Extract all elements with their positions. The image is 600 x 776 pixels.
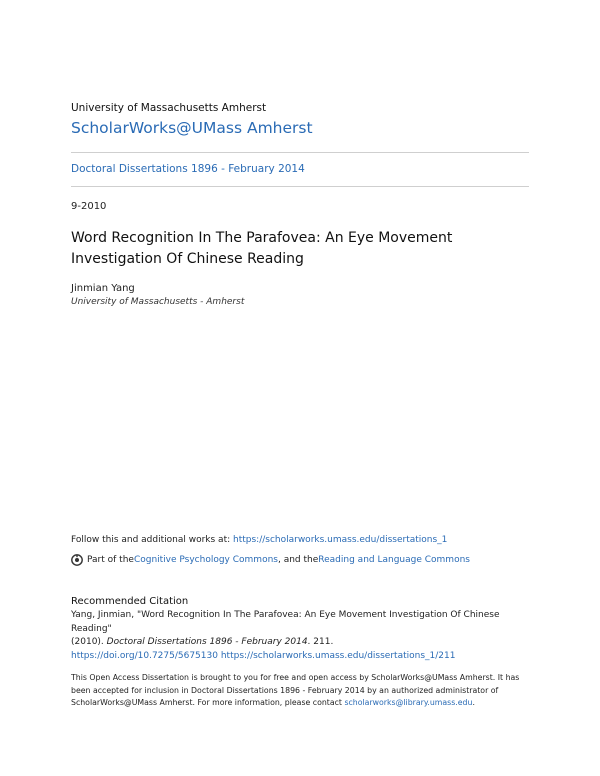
author-affiliation: University of Massachusetts - Amherst bbox=[71, 297, 245, 307]
citation-year: (2010). bbox=[71, 637, 107, 647]
citation-url-link[interactable]: https://scholarworks.umass.edu/dissertations_1/211 bbox=[220, 650, 456, 661]
citation-journal: Doctoral Dissertations 1896 - February 2014 bbox=[106, 637, 308, 647]
repository-link[interactable]: ScholarWorks@UMass Amherst bbox=[71, 119, 313, 137]
citation-text bbox=[71, 609, 531, 663]
citation-number: . 211. bbox=[307, 637, 334, 647]
document-title: Word Recognition In The Parafovea: An Eye Movement Investigation Of Chinese Reading bbox=[71, 230, 453, 267]
doi-link[interactable]: https://doi.org/10.7275/5675130 bbox=[71, 650, 218, 661]
divider bbox=[71, 186, 529, 187]
part-of-prefix: Part of the bbox=[87, 555, 134, 565]
follow-url-link[interactable]: https://scholarworks.umass.edu/dissertations_1 bbox=[233, 535, 448, 545]
part-of-middle: , and the bbox=[277, 555, 319, 565]
institution-name: University of Massachusetts Amherst bbox=[71, 102, 267, 114]
access-notice-end: . bbox=[472, 698, 475, 707]
publication-date: 9-2010 bbox=[71, 201, 107, 212]
cognitive-psychology-commons-link[interactable]: Cognitive Psychology Commons bbox=[133, 555, 278, 565]
part-of-line bbox=[71, 554, 470, 566]
citation-line1: Yang, Jinmian, "Word Recognition In The Parafovea: An Eye Movement Investigation Of Chinese Reading" bbox=[71, 610, 500, 634]
open-access-icon bbox=[71, 554, 83, 566]
access-notice bbox=[71, 672, 531, 710]
author-name: Jinmian Yang bbox=[71, 283, 135, 294]
recommended-citation-heading: Recommended Citation bbox=[71, 596, 189, 607]
series-link[interactable]: Doctoral Dissertations 1896 - February 2014 bbox=[71, 163, 305, 175]
follow-line bbox=[71, 535, 447, 545]
follow-prefix: Follow this and additional works at: bbox=[71, 535, 233, 545]
divider bbox=[71, 152, 529, 153]
reading-language-commons-link[interactable]: Reading and Language Commons bbox=[318, 555, 470, 565]
contact-email-link[interactable]: scholarworks@library.umass.edu bbox=[344, 698, 473, 707]
access-notice-text: This Open Access Dissertation is brought to you for free and open access by ScholarWorks@UMass Amherst. It has been accepted for inclusion in Doctoral Dissertations 1896 - February 2014 by an authorized administrator of ScholarWorks@UMass Amherst. For more information, please contact bbox=[71, 673, 520, 707]
